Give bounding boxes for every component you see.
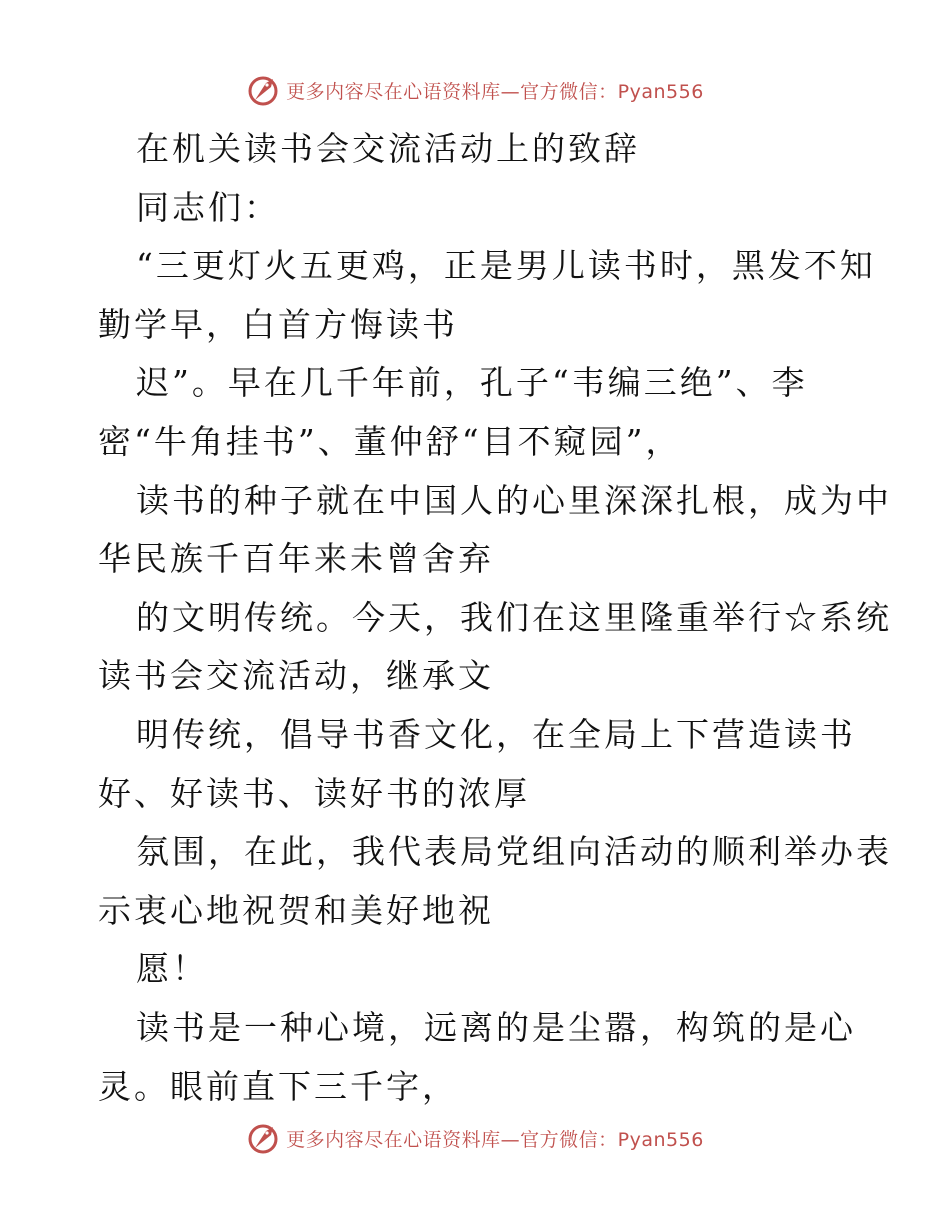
text-line: 读书的种子就在中国人的心里深深扎根，成为中 [136,480,892,520]
header-banner-text: 更多内容尽在心语资料库—官方微信：Pyan556 [286,80,704,103]
pen-nib-logo-icon [246,73,280,107]
text-line: 读书会交流活动，继承文 [98,656,494,696]
header-banner [0,70,950,110]
text-line: “三更灯火五更鸡，正是男儿读书时，黑发不知 [136,246,876,286]
document-body [98,120,892,1116]
text-line: 明传统，倡导书香文化，在全局上下营造读书 [136,714,856,754]
text-line: 示衷心地祝贺和美好地祝 [98,890,494,930]
text-line: 密“牛角挂书”、董仲舒“目不窥园”， [98,421,682,461]
text-line: 勤学早，白首方悔读书 [98,304,458,344]
text-line: 灵。眼前直下三千字， [98,1066,458,1106]
text-line: 华民族千百年来未曾舍弃 [98,539,494,579]
text-line: 的文明传统。今天，我们在这里隆重举行☆系统 [136,597,892,637]
text-line: 读书是一种心境，远离的是尘嚣，构筑的是心 [136,1007,856,1047]
text-line: 迟”。早在几千年前，孔子“韦编三绝”、李 [136,363,808,403]
text-line: 愿！ [136,949,208,989]
footer-banner-text: 更多内容尽在心语资料库—官方微信：Pyan556 [286,1128,704,1151]
text-line: 氛围，在此，我代表局党组向活动的顺利举办表 [136,832,892,872]
footer-banner [0,1118,950,1158]
pen-nib-logo-icon [246,1121,280,1155]
text-line: 好、好读书、读好书的浓厚 [98,773,530,813]
text-line: 在机关读书会交流活动上的致辞 [136,129,640,168]
text-line: 同志们： [136,187,280,227]
